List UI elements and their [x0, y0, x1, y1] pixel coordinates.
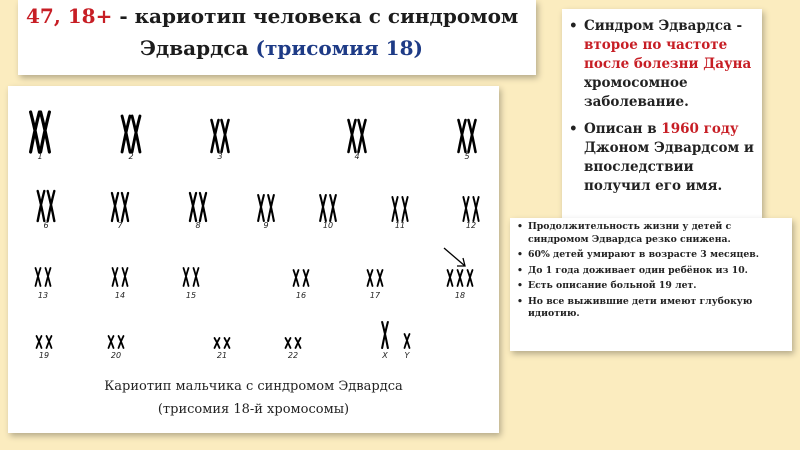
chromosome	[358, 120, 365, 152]
chromosome	[109, 336, 114, 348]
info-text: Описан в	[584, 121, 662, 137]
chromosome	[458, 120, 465, 152]
arrow-icon	[444, 248, 465, 266]
chromosome	[458, 270, 463, 286]
chromosome-label: 11	[394, 221, 406, 230]
chromosome	[215, 338, 220, 348]
chromosome-label: 15	[185, 291, 197, 300]
chromosome	[184, 268, 189, 286]
chromosome-label: 10	[322, 221, 334, 230]
chromosome	[132, 116, 140, 152]
karyotype-caption: Кариотип мальчика с синдромом Эдвардса	[104, 379, 403, 394]
chromosome	[468, 270, 473, 286]
chromosome	[36, 268, 41, 286]
chromosome-label: 1	[37, 152, 43, 161]
title-rest: - кариотип человека с синдромом	[112, 4, 519, 28]
chromosome	[473, 197, 478, 221]
chromosome	[304, 270, 309, 286]
chromosome	[113, 268, 118, 286]
karyotype-image	[8, 86, 499, 433]
fact-item: • Есть описание больной 19 лет.	[510, 280, 792, 293]
chromosome-label: 14	[114, 291, 126, 300]
chromosome-label: 20	[110, 351, 122, 360]
chromosome	[225, 338, 230, 348]
chromosome-label: 6	[43, 221, 49, 230]
facts-panel	[510, 218, 792, 351]
title-panel	[18, 0, 536, 75]
info-accent: 1960 году	[661, 121, 739, 137]
chromosome-label: 8	[195, 221, 201, 230]
chromosome	[190, 193, 196, 221]
chromosome	[119, 336, 124, 348]
chromosome	[37, 336, 42, 348]
chromosome	[468, 120, 475, 152]
chromosome-label: X	[382, 351, 388, 360]
info-text: хромосомное заболевание.	[584, 75, 689, 110]
chromosome	[194, 268, 199, 286]
chromosome-label: 5	[464, 152, 470, 161]
chromosome-label: 17	[369, 291, 381, 300]
info-bullet-2	[562, 120, 762, 196]
chromosome	[330, 195, 336, 221]
chromosome-label: 2	[128, 152, 134, 161]
chromosome	[286, 338, 291, 348]
chromosome	[31, 112, 40, 152]
chromosome	[268, 195, 274, 221]
chromosome	[405, 334, 410, 348]
info-text: Джоном Эдвардсом и впоследствии получил его имя.	[584, 140, 754, 194]
title-accent: 47, 18+	[26, 4, 113, 28]
chromosome	[296, 338, 301, 348]
chromosome	[392, 197, 397, 221]
info-text: Синдром Эдвардса -	[584, 18, 743, 34]
karyotype-caption-sub: (трисомия 18-й хромосомы)	[157, 402, 350, 417]
chromosome	[211, 120, 218, 152]
chromosome-label: 19	[38, 351, 50, 360]
chromosome-label: 21	[216, 351, 228, 360]
chromosome	[382, 322, 388, 348]
fact-item: • 60% детей умирают в возрасте 3 месяцев.	[510, 249, 792, 262]
chromosome	[294, 270, 299, 286]
chromosome	[47, 336, 52, 348]
chromosome	[463, 197, 468, 221]
chromosome-label: 13	[37, 291, 49, 300]
title-line-1	[26, 4, 518, 28]
chromosome-label: Y	[404, 351, 410, 360]
chromosome	[221, 120, 228, 152]
info-panel	[562, 9, 762, 218]
chromosome-label: 12	[465, 221, 477, 230]
fact-item: • До 1 года доживает один ребёнок из 10.	[510, 265, 792, 278]
chromosome	[122, 116, 130, 152]
chromosome-label: 9	[263, 221, 269, 230]
title-trisomy: (трисомия 18)	[255, 36, 423, 60]
chromosome	[402, 197, 407, 221]
chromosome	[348, 120, 355, 152]
chromosome	[448, 270, 453, 286]
chromosome	[112, 193, 118, 221]
info-bullet-1	[562, 17, 762, 112]
chromosome	[123, 268, 128, 286]
fact-item: • Продолжительность жизни у детей с синдромом Эдвардса резко снижена.	[510, 221, 792, 246]
chromosome	[368, 270, 373, 286]
karyotype-figure	[8, 86, 499, 376]
title-name: Эдвардса	[140, 36, 256, 60]
chromosome	[41, 112, 50, 152]
chromosome	[122, 193, 128, 221]
chromosome	[258, 195, 264, 221]
chromosome	[46, 268, 51, 286]
chromosome-label: 7	[117, 221, 123, 230]
chromosome	[378, 270, 383, 286]
chromosome-label: 18	[454, 291, 466, 300]
chromosome-label: 3	[217, 152, 223, 161]
fact-item: • Но все выжившие дети имеют глубокую идиотию.	[510, 296, 792, 321]
chromosome	[38, 191, 45, 221]
chromosome-label: 4	[354, 152, 360, 161]
chromosome	[320, 195, 326, 221]
title-line-2	[140, 36, 423, 60]
chromosome	[200, 193, 206, 221]
chromosome-label: 16	[295, 291, 307, 300]
chromosome	[48, 191, 55, 221]
chromosome-label: 22	[287, 351, 299, 360]
info-accent: второе по частоте после болезни Дауна	[584, 37, 752, 72]
